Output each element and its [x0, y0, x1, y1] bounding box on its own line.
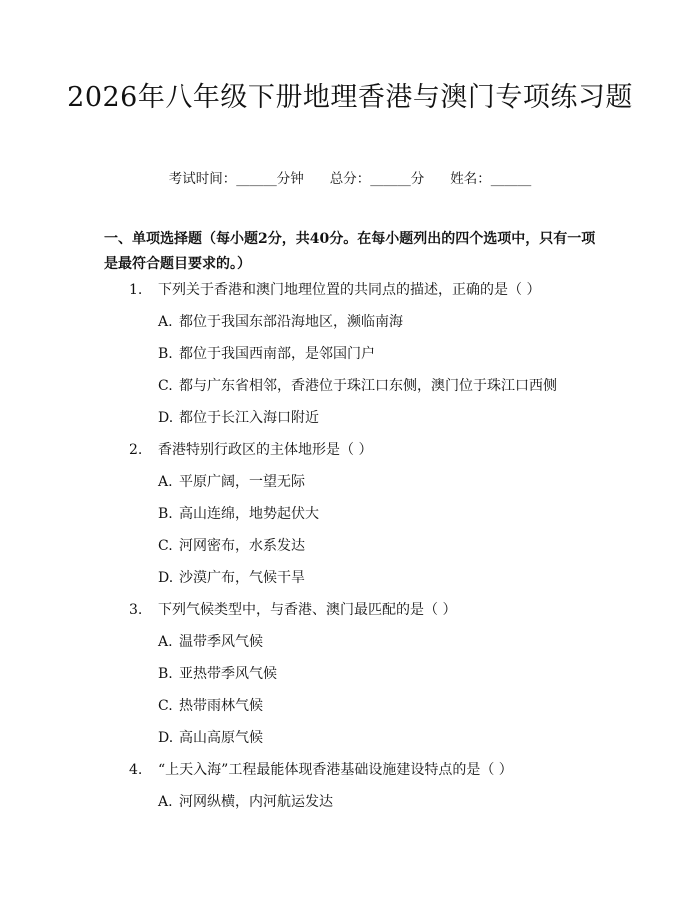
option-text: 都位于长江入海口附近	[179, 410, 319, 426]
option-text: 都与广东省相邻，香港位于珠江口东侧，澳门位于珠江口西侧	[179, 378, 557, 394]
option-text: 高山连绵，地势起伏大	[179, 506, 319, 522]
option-text: 温带季风气候	[179, 634, 263, 650]
question-1-option-b	[158, 344, 375, 364]
option-label: C.	[158, 538, 173, 554]
section-heading: 一、单项选择题（每小题2分，共40分。在每小题列出的四个选项中，只有一项是最符合题目要求的。）	[104, 231, 596, 272]
option-label: B.	[158, 506, 173, 522]
question-1-option-c	[158, 376, 557, 396]
question-1	[129, 280, 540, 300]
exam-time-label: 考试时间：______分钟	[168, 171, 304, 187]
question-2	[129, 440, 372, 460]
option-text: 亚热带季风气候	[179, 666, 277, 682]
question-3-option-b	[158, 664, 277, 684]
question-2-option-a	[158, 472, 305, 492]
option-label: D.	[158, 570, 174, 586]
option-text: 都位于我国东部沿海地区，濒临南海	[179, 314, 403, 330]
total-score-label: 总分：______分	[329, 171, 425, 187]
question-stem: 下列气候类型中，与香港、澳门最匹配的是（ ）	[158, 602, 457, 618]
option-label: C.	[158, 698, 173, 714]
option-text: 沙漠广布，气候干旱	[179, 570, 305, 586]
option-text: 河网纵横，内河航运发达	[179, 794, 333, 810]
option-label: A.	[158, 794, 173, 810]
option-label: B.	[158, 346, 173, 362]
option-label: D.	[158, 730, 174, 746]
question-stem: “上天入海”工程最能体现香港基础设施建设特点的是（ ）	[158, 762, 513, 778]
student-name-label: 姓名：______	[450, 171, 532, 187]
question-number: 4.	[129, 762, 143, 778]
question-stem: 下列关于香港和澳门地理位置的共同点的描述，正确的是（ ）	[158, 282, 541, 298]
question-4	[129, 760, 513, 780]
option-label: A.	[158, 634, 173, 650]
option-label: C.	[158, 378, 173, 394]
option-text: 河网密布，水系发达	[179, 538, 305, 554]
question-stem: 香港特别行政区的主体地形是（ ）	[158, 442, 373, 458]
question-3-option-d	[158, 728, 263, 748]
option-label: A.	[158, 474, 173, 490]
question-number: 1.	[129, 282, 143, 298]
question-2-option-b	[158, 504, 319, 524]
question-1-option-a	[158, 312, 403, 332]
question-2-option-c	[158, 536, 305, 556]
option-label: B.	[158, 666, 173, 682]
option-text: 热带雨林气候	[179, 698, 263, 714]
page-title: 2026年八年级下册地理香港与澳门专项练习题	[67, 82, 633, 113]
question-3-option-c	[158, 696, 263, 716]
option-text: 都位于我国西南部，是邻国门户	[179, 346, 375, 362]
question-1-option-d	[158, 408, 319, 428]
question-3-option-a	[158, 632, 263, 652]
question-number: 3.	[129, 602, 143, 618]
option-label: A.	[158, 314, 173, 330]
question-2-option-d	[158, 568, 305, 588]
option-label: D.	[158, 410, 174, 426]
exam-info-line	[0, 170, 700, 188]
question-4-option-a	[158, 792, 333, 812]
option-text: 高山高原气候	[179, 730, 263, 746]
question-3	[129, 600, 456, 620]
option-text: 平原广阔，一望无际	[179, 474, 305, 490]
question-number: 2.	[129, 442, 143, 458]
